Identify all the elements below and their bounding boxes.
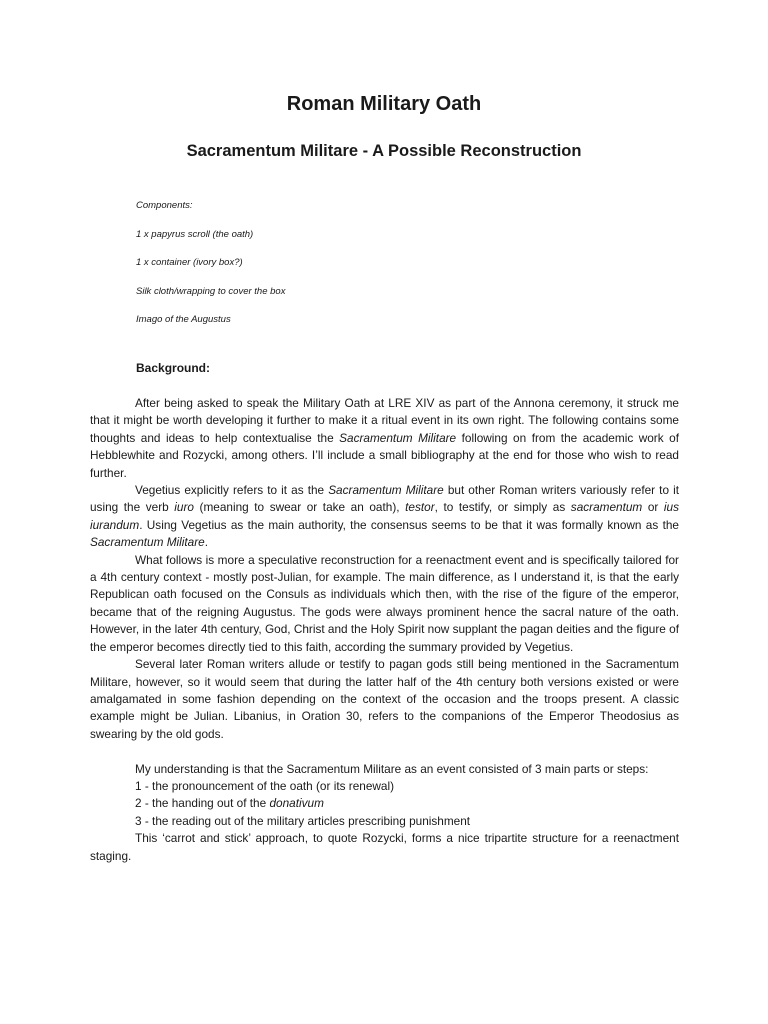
emphasis: ius iurandum — [90, 500, 679, 532]
emphasis: Sacramentum Militare — [90, 535, 205, 550]
background-heading: Background: — [136, 361, 211, 375]
step-item: 2 - the handing out of the donativum — [135, 796, 324, 811]
emphasis: Sacramentum Militare — [328, 483, 444, 498]
emphasis: donativum — [269, 796, 324, 811]
paragraph: Several later Roman writers allude or testify to pagan gods still being mentioned in the Sacramentum Militare, however, so it would seem that during the latter half of the 4th century both versions existed or were amalgamated in some fashion depending on the context of the occasion and the troops present. A classic example might be Julian. Libanius, in Oration 30, refers to the companions of the Emperor Theodosius as swearing by the old gods. — [90, 657, 679, 741]
component-item: 1 x container (ivory box?) — [136, 257, 243, 268]
components-heading: Components: — [136, 200, 193, 211]
page-subtitle: Sacramentum Militare - A Possible Reconstruction — [186, 142, 582, 160]
paragraph: What follows is more a speculative reconstruction for a reenactment event and is specifically tailored for a 4th century context - mostly post-Julian, for example. The main difference, as I understand it, is that the early Republican oath focused on the Consuls as individuals which then, with the rise of the figure of the emperor, became that of the reigning Augustus. The gods were always prominent hence the sacral nature of the oath. However, in the later 4th century, God, Christ and the Holy Spirit now supplant the pagan deities and the figure of the emperor becomes directly tied to this faith, according the summary provided by Vegetius. — [90, 552, 679, 654]
step-item: 3 - the reading out of the military articles prescribing punishment — [135, 813, 471, 828]
emphasis: iuro — [174, 500, 194, 515]
emphasis: Sacramentum Militare — [339, 430, 457, 445]
paragraph: This ‘carrot and stick’ approach, to quote Rozycki, forms a nice tripartite structure for a reenactment staging. — [90, 831, 679, 863]
emphasis: testor — [405, 500, 435, 515]
emphasis: sacramentum — [570, 500, 643, 515]
paragraph: Vegetius explicitly refers to it as the Sacramentum Militare but other Roman writers variously refer to it using the verb iuro (meaning to swear or take an oath), testor, to testify, or simply as sacramentum or ius iurandum. Using Vegetius as the main authority, the consensus seems to be that it was formally known as the Sacramentum Militare. — [90, 483, 680, 550]
component-item: 1 x papyrus scroll (the oath) — [136, 228, 254, 240]
paragraph: My understanding is that the Sacramentum Militare as an event consisted of 3 main parts or steps: — [135, 761, 649, 776]
paragraph: After being asked to speak the Military Oath at LRE XIV as part of the Annona ceremony, it struck me that it might be worth developing it further to make it a ritual event in its own right. The following contains some thoughts and ideas to help contextualise the Sacramentum Militare following on from the academic work of Hebblewhite and Rozycki, among others. I’ll include a small bibliography at the end for those who wish to read further. — [90, 396, 679, 480]
components-list — [136, 200, 285, 343]
step-item: 1 - the pronouncement of the oath (or its renewal) — [135, 778, 395, 793]
component-item: Silk cloth/wrapping to cover the box — [136, 285, 286, 297]
page-title: Roman Military Oath — [286, 93, 482, 115]
body-text — [90, 395, 679, 865]
component-item: Imago of the Augustus — [136, 314, 231, 325]
